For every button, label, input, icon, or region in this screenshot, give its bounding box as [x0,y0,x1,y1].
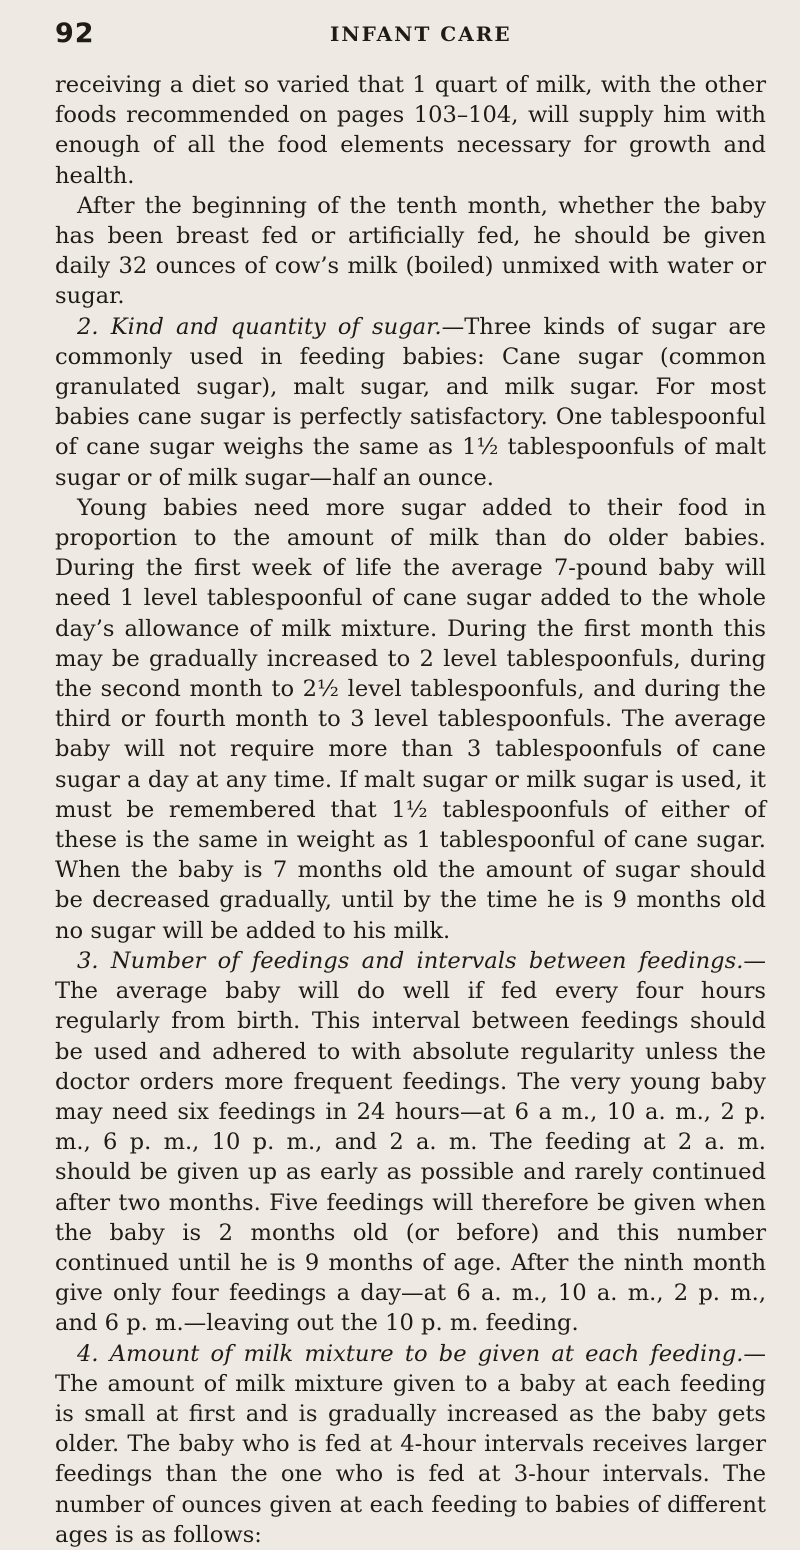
paragraph-sugar-kinds [55,312,766,493]
page-number: 92 [55,18,95,49]
paragraph-feeding-amounts [55,1339,766,1550]
paragraph-feeding-intervals [55,946,766,1339]
section-heading: 4. Amount of milk mixture to be given at each feeding. [77,1340,744,1367]
page-header [55,18,766,70]
section-heading: 3. Number of feedings and intervals between feedings. [77,947,744,974]
section-heading: 2. Kind and quantity of sugar. [77,313,442,340]
paragraph-text: Young babies need more sugar added to their food in proportion to the amount of milk than do older babies. During the first week of life the average 7-pound baby will need 1 level tablespoonful of cane sugar added to the whole day’s allowance of milk mixture. During the first month this may be gradually increased to 2 level tablespoonfuls, during the second month to 2½ level tablespoonfuls, and during the third or fourth month to 3 level tablespoonfuls. The average baby will not require more than 3 tablespoonfuls of cane sugar a day at any time. If malt sugar or milk sugar is used, it must be remembered that 1½ tablespoonfuls of either of these is the same in weight as 1 tablespoonful of cane sugar. When the baby is 7 months old the amount of sugar should be decreased gradually, until by the time he is 9 months old no sugar will be added to his milk. [55,494,766,944]
paragraph-text: —Three kinds of sugar are commonly used in feeding babies: Cane sugar (common granulated sugar), malt sugar, and milk sugar. For most babies cane sugar is perfectly satisfactory. One tablespoonful of cane sugar weighs the same as 1½ tablespoonfuls of malt sugar or of milk sugar—half an ounce. [55,313,766,491]
body-text [55,70,766,1550]
paragraph-text: receiving a diet so varied that 1 quart of milk, with the other foods recommended on pages 103–104, will supply him with enough of all the food elements necessary for growth and health. [55,72,766,189]
paragraph-sugar-amounts [55,493,766,946]
paragraph-milk [55,191,766,312]
paragraph-text: After the beginning of the tenth month, whether the baby has been breast fed or artificially fed, he should be given daily 32 ounces of cow’s milk (boiled) unmixed with water or sugar. [55,192,766,310]
paragraph-text: —The amount of milk mixture given to a baby at each feeding is small at first and is gradually increased as the baby gets older. The baby who is fed at 4-hour intervals receives larger feedings than the one who is fed at 3-hour intervals. The number of ounces given at each feeding to babies of different ages is as follows: [55,1340,766,1548]
running-head: INFANT CARE [330,22,512,46]
paragraph-text: —The average baby will do well if fed every four hours regularly from birth. This interval between feedings should be used and adhered to with absolute regularity unless the doctor orders more frequent feedings. The very young baby may need six feedings in 24 hours—at 6 a m., 10 a. m., 2 p. m., 6 p. m., 10 p. m., and 2 a. m. The feeding at 2 a. m. should be given up as early as possible and rarely continued after two months. Five feedings will therefore be given when the baby is 2 months old (or before) and this number continued until he is 9 months of age. After the ninth month give only four feedings a day—at 6 a. m., 10 a. m., 2 p. m., and 6 p. m.—leaving out the 10 p. m. feeding. [55,947,766,1337]
paragraph-continuation [55,70,766,191]
